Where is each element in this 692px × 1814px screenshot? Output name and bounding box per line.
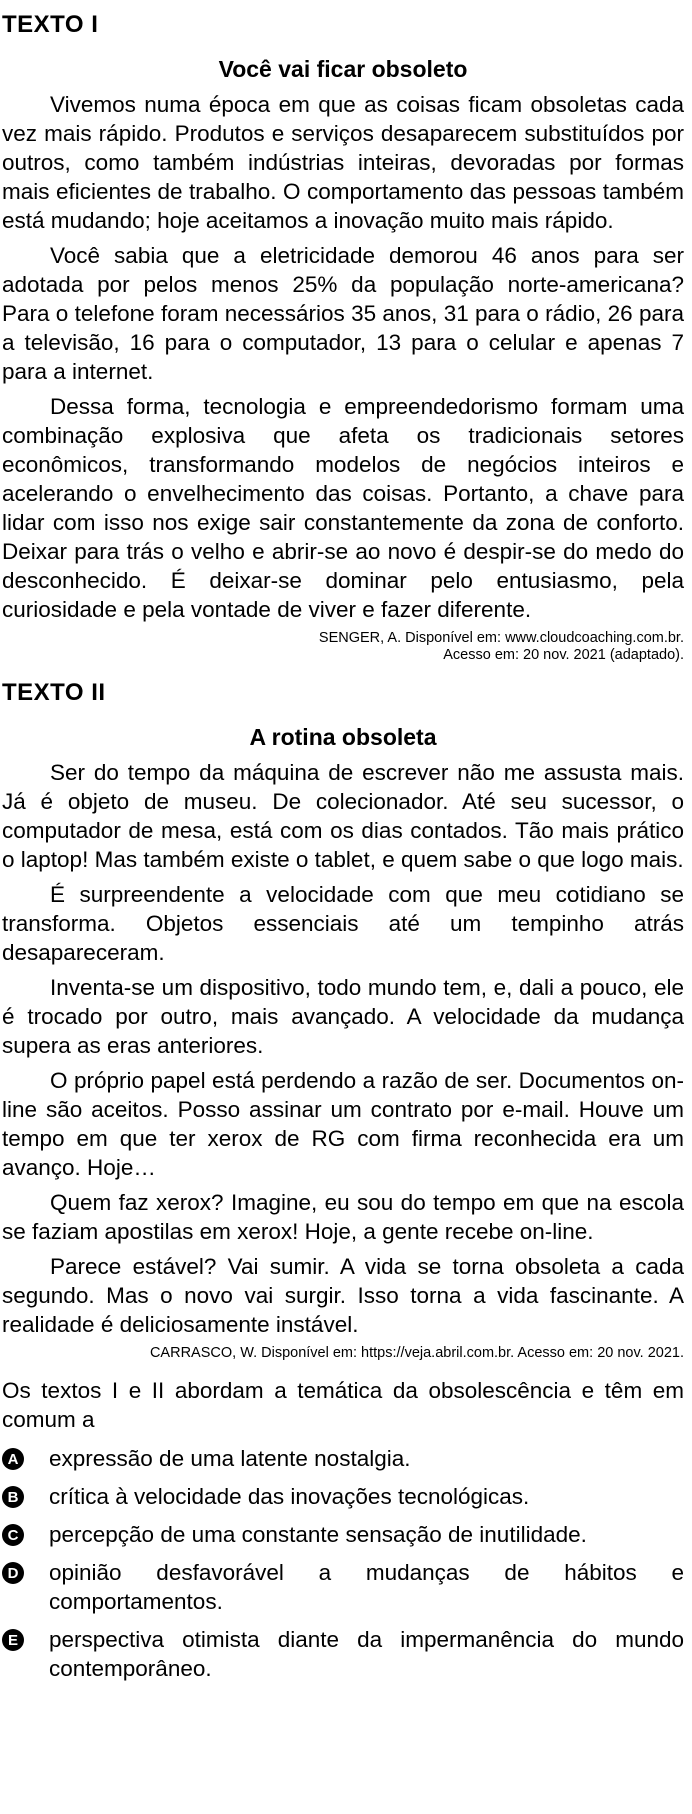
text2-title: A rotina obsoleta bbox=[249, 724, 437, 750]
option-text: opinião desfavorável a mudanças de hábitos e comportamentos. bbox=[49, 1560, 684, 1614]
text1-label: TEXTO I bbox=[2, 11, 99, 38]
text2-paragraph: Quem faz xerox? Imagine, eu sou do tempo em que na escola se faziam apostilas em xerox! Hoje, a gente recebe on-line. bbox=[2, 1190, 684, 1244]
text1-paragraph: Você sabia que a eletricidade demorou 46 anos para ser adotada por pelos menos 25% da população norte-americana? Para o telefone foram necessários 35 anos, 31 para o rádio, 26 para a televisão, 16 para o computador, 13 para o celular e apenas 7 para a internet. bbox=[2, 243, 684, 384]
option-letter-badge: D bbox=[2, 1562, 24, 1584]
text2-paragraph: É surpreendente a velocidade com que meu cotidiano se transforma. Objetos essenciais até um tempinho atrás desapareceram. bbox=[2, 882, 684, 965]
text2-paragraph: Ser do tempo da máquina de escrever não me assusta mais. Já é objeto de museu. De colecionador. Até seu sucessor, o computador de mesa, está com os dias contados. Tão mais prático o laptop! Mas também existe o tablet, e quem sabe o que logo mais. bbox=[2, 760, 684, 872]
option-letter-badge: C bbox=[2, 1524, 24, 1546]
option-text: percepção de uma constante sensação de inutilidade. bbox=[49, 1522, 587, 1547]
text2-paragraph: Parece estável? Vai sumir. A vida se torna obsoleta a cada segundo. Mas o novo vai surgir. Isso torna a vida fascinante. A realidade é deliciosamente instável. bbox=[2, 1254, 684, 1337]
option-c[interactable] bbox=[2, 1520, 684, 1549]
text1-source-line: Acesso em: 20 nov. 2021 (adaptado). bbox=[443, 647, 684, 663]
text1-paragraph: Dessa forma, tecnologia e empreendedorismo formam uma combinação explosiva que afeta os tradicionais setores econômicos, transformando modelos de negócios inteiros e acelerando o envelhecimento das coisas. Portanto, a chave para lidar com isso nos exige sair constantemente da zona de conforto. Deixar para trás o velho e abrir-se ao novo é despir-se do medo do desconhecido. É deixar-se dominar pelo entusiasmo, pela curiosidade e pela vontade de viver e fazer diferente. bbox=[2, 394, 684, 622]
option-d[interactable] bbox=[2, 1558, 684, 1616]
text2-source: CARRASCO, W. Disponível em: https://veja.abril.com.br. Acesso em: 20 nov. 2021. bbox=[149, 1345, 684, 1361]
option-letter-badge: E bbox=[2, 1629, 24, 1651]
option-text: crítica à velocidade das inovações tecnológicas. bbox=[49, 1484, 530, 1509]
text1-title: Você vai ficar obsoleto bbox=[218, 56, 468, 82]
text2-paragraph: O próprio papel está perdendo a razão de ser. Documentos on-line são aceitos. Posso assinar um contrato por e-mail. Houve um tempo em que ter xerox de RG com firma reconhecida era um avanço. Hoje… bbox=[2, 1068, 684, 1180]
text2-paragraph: Inventa-se um dispositivo, todo mundo tem, e, dali a pouco, ele é trocado por outro, mais avançado. A velocidade da mudança supera as eras anteriores. bbox=[2, 975, 684, 1058]
option-a[interactable] bbox=[2, 1444, 684, 1473]
option-b[interactable] bbox=[2, 1482, 684, 1511]
option-letter-badge: A bbox=[2, 1448, 24, 1470]
text1-paragraph: Vivemos numa época em que as coisas ficam obsoletas cada vez mais rápido. Produtos e serviços desaparecem substituídos por outros, como também indústrias inteiras, devoradas por formas mais eficientes de trabalho. O comportamento das pessoas também está mudando; hoje aceitamos a inovação muito mais rápido. bbox=[2, 92, 684, 233]
option-text: expressão de uma latente nostalgia. bbox=[49, 1446, 411, 1471]
option-text: perspectiva otimista diante da impermanência do mundo contemporâneo. bbox=[49, 1627, 684, 1681]
text1-source-line: SENGER, A. Disponível em: www.cloudcoaching.com.br. bbox=[318, 630, 684, 646]
question-stem: Os textos I e II abordam a temática da obsolescência e têm em comum a bbox=[2, 1378, 684, 1432]
option-letter-badge: B bbox=[2, 1486, 24, 1508]
text1-source bbox=[2, 630, 684, 664]
option-e[interactable] bbox=[2, 1625, 684, 1683]
text2-label: TEXTO II bbox=[2, 679, 106, 706]
